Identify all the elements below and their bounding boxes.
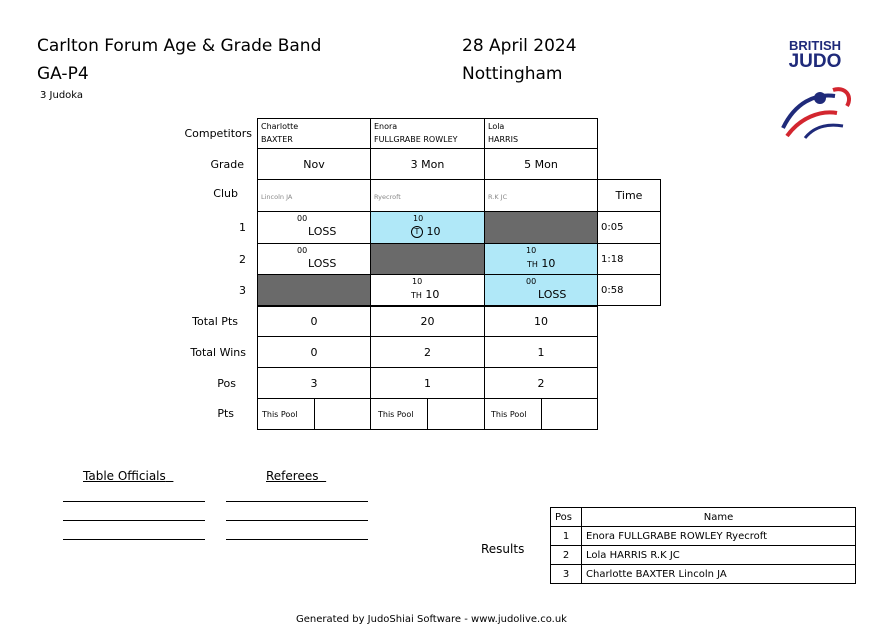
competitor-2-last: FULLGRABE ROWLEY <box>374 135 458 144</box>
results-row-1-name: Enora FULLGRABE ROWLEY Ryecroft <box>582 527 856 546</box>
match-r3c3-result: LOSS <box>538 288 567 301</box>
logo-text-british: BRITISH <box>789 38 841 53</box>
competitor-3-pts-value <box>541 398 598 430</box>
competitor-2-grade: 3 Mon <box>370 148 485 180</box>
tori-icon: T <box>411 226 423 238</box>
match-r2c3-result <box>527 257 555 270</box>
competitor-3-pos: 2 <box>484 367 598 399</box>
match-r2c1 <box>257 243 371 275</box>
british-judo-logo <box>775 38 855 148</box>
pool-id: GA-P4 <box>37 64 89 84</box>
competitor-1-grade: Nov <box>257 148 371 180</box>
match-r2c1-result: LOSS <box>308 257 337 270</box>
referees-heading <box>266 469 326 483</box>
competitor-1-pts-value <box>314 398 371 430</box>
label-total-wins: Total Wins <box>190 346 246 359</box>
table-officials-label: Table Officials <box>83 469 166 483</box>
competitor-2-club-text: Ryecroft <box>374 193 401 201</box>
competitor-2-total-pts: 20 <box>370 306 485 337</box>
competitor-3-first: Lola <box>488 122 505 131</box>
officials-signature-line-1 <box>63 501 205 502</box>
judo-figures-icon <box>775 78 855 148</box>
competitor-2-pts-value <box>427 398 485 430</box>
competitor-2-first: Enora <box>374 122 398 131</box>
competitor-3-name <box>484 118 598 149</box>
match-3-time: 0:58 <box>597 274 661 306</box>
competitor-1-club-text: Lincoln JA <box>261 193 293 201</box>
competitor-2-total-wins: 2 <box>370 336 485 368</box>
match-r1c2-score: 10 <box>413 214 424 223</box>
results-row <box>551 546 856 565</box>
match-r1c1-score: 00 <box>297 214 308 223</box>
competitor-2-pts-this-pool: This Pool <box>370 398 428 430</box>
label-row-1: 1 <box>239 221 246 234</box>
competitor-3-total-wins: 1 <box>484 336 598 368</box>
competitor-3-last: HARRIS <box>488 135 519 144</box>
match-r2c3-points: 10 <box>541 257 556 270</box>
label-club: Club <box>213 187 238 200</box>
match-r2c3 <box>484 243 598 275</box>
match-r3c3-score: 00 <box>526 277 537 286</box>
match-r1c2-points: 10 <box>426 225 441 238</box>
results-row <box>551 565 856 584</box>
competitor-3-pts-this-pool: This Pool <box>484 398 542 430</box>
results-header-row <box>551 508 856 527</box>
results-table <box>550 507 856 584</box>
label-row-3: 3 <box>239 284 246 297</box>
match-r1c3-blocked <box>484 211 598 244</box>
competitor-3-grade: 5 Mon <box>484 148 598 180</box>
results-row-1-pos: 1 <box>551 527 582 546</box>
match-r2c3-score: 10 <box>526 246 537 255</box>
table-officials-heading <box>83 469 173 483</box>
match-r1c2 <box>370 211 485 244</box>
competitor-3-total-pts: 10 <box>484 306 598 337</box>
match-r3c2-score: 10 <box>412 277 423 286</box>
results-row-3-pos: 3 <box>551 565 582 584</box>
officials-signature-line-3 <box>63 539 205 540</box>
competitor-1-last: BAXTER <box>261 135 293 144</box>
label-row-2: 2 <box>239 253 246 266</box>
match-r2c2-blocked <box>370 243 485 275</box>
results-label: Results <box>481 542 525 556</box>
competitor-1-pts-this-pool: This Pool <box>257 398 315 430</box>
match-r3c2-prefix: TH <box>411 291 422 300</box>
judoka-count: 3 Judoka <box>40 90 84 101</box>
competitor-3-club <box>484 179 598 212</box>
competitor-1-pos: 3 <box>257 367 371 399</box>
referees-signature-line-1 <box>226 501 368 502</box>
competitor-2-name <box>370 118 485 149</box>
label-competitors: Competitors <box>184 127 252 140</box>
match-2-time: 1:18 <box>597 243 661 275</box>
match-r3c1-blocked <box>257 274 371 306</box>
competitor-2-pos: 1 <box>370 367 485 399</box>
footer-text: Generated by JudoShiai Software - www.judolive.co.uk <box>296 614 567 625</box>
match-r3c2 <box>370 274 485 306</box>
match-r3c3 <box>484 274 598 306</box>
results-row-2-name: Lola HARRIS R.K JC <box>582 546 856 565</box>
time-header: Time <box>597 179 661 212</box>
competitor-1-total-pts: 0 <box>257 306 371 337</box>
competitor-1-first: Charlotte <box>261 122 299 131</box>
results-row-3-name: Charlotte BAXTER Lincoln JA <box>582 565 856 584</box>
competitor-1-total-wins: 0 <box>257 336 371 368</box>
referees-signature-line-3 <box>226 539 368 540</box>
officials-signature-line-2 <box>63 520 205 521</box>
logo-text-judo: JUDO <box>788 51 842 72</box>
referees-label: Referees <box>266 469 319 483</box>
results-row-2-pos: 2 <box>551 546 582 565</box>
match-r2c1-score: 00 <box>297 246 308 255</box>
match-1-time: 0:05 <box>597 211 661 244</box>
results-row <box>551 527 856 546</box>
label-pts: Pts <box>217 407 234 420</box>
results-col-pos: Pos <box>551 508 582 527</box>
match-r2c3-prefix: TH <box>527 260 538 269</box>
competition-title: Carlton Forum Age & Grade Band <box>37 36 322 56</box>
match-r1c1-result: LOSS <box>308 225 337 238</box>
competitor-1-club <box>257 179 371 212</box>
label-pos: Pos <box>217 377 236 390</box>
competitor-1-name <box>257 118 371 149</box>
label-grade: Grade <box>210 158 244 171</box>
match-r3c2-result <box>411 288 439 301</box>
results-col-name: Name <box>582 508 856 527</box>
match-r3c2-points: 10 <box>425 288 440 301</box>
match-r1c1 <box>257 211 371 244</box>
competitor-2-club <box>370 179 485 212</box>
referees-signature-line-2 <box>226 520 368 521</box>
event-date: 28 April 2024 <box>462 36 577 56</box>
match-r1c2-result <box>411 225 441 238</box>
event-location: Nottingham <box>462 64 563 84</box>
label-total-pts: Total Pts <box>192 315 238 328</box>
competitor-3-club-text: R.K JC <box>488 193 508 201</box>
